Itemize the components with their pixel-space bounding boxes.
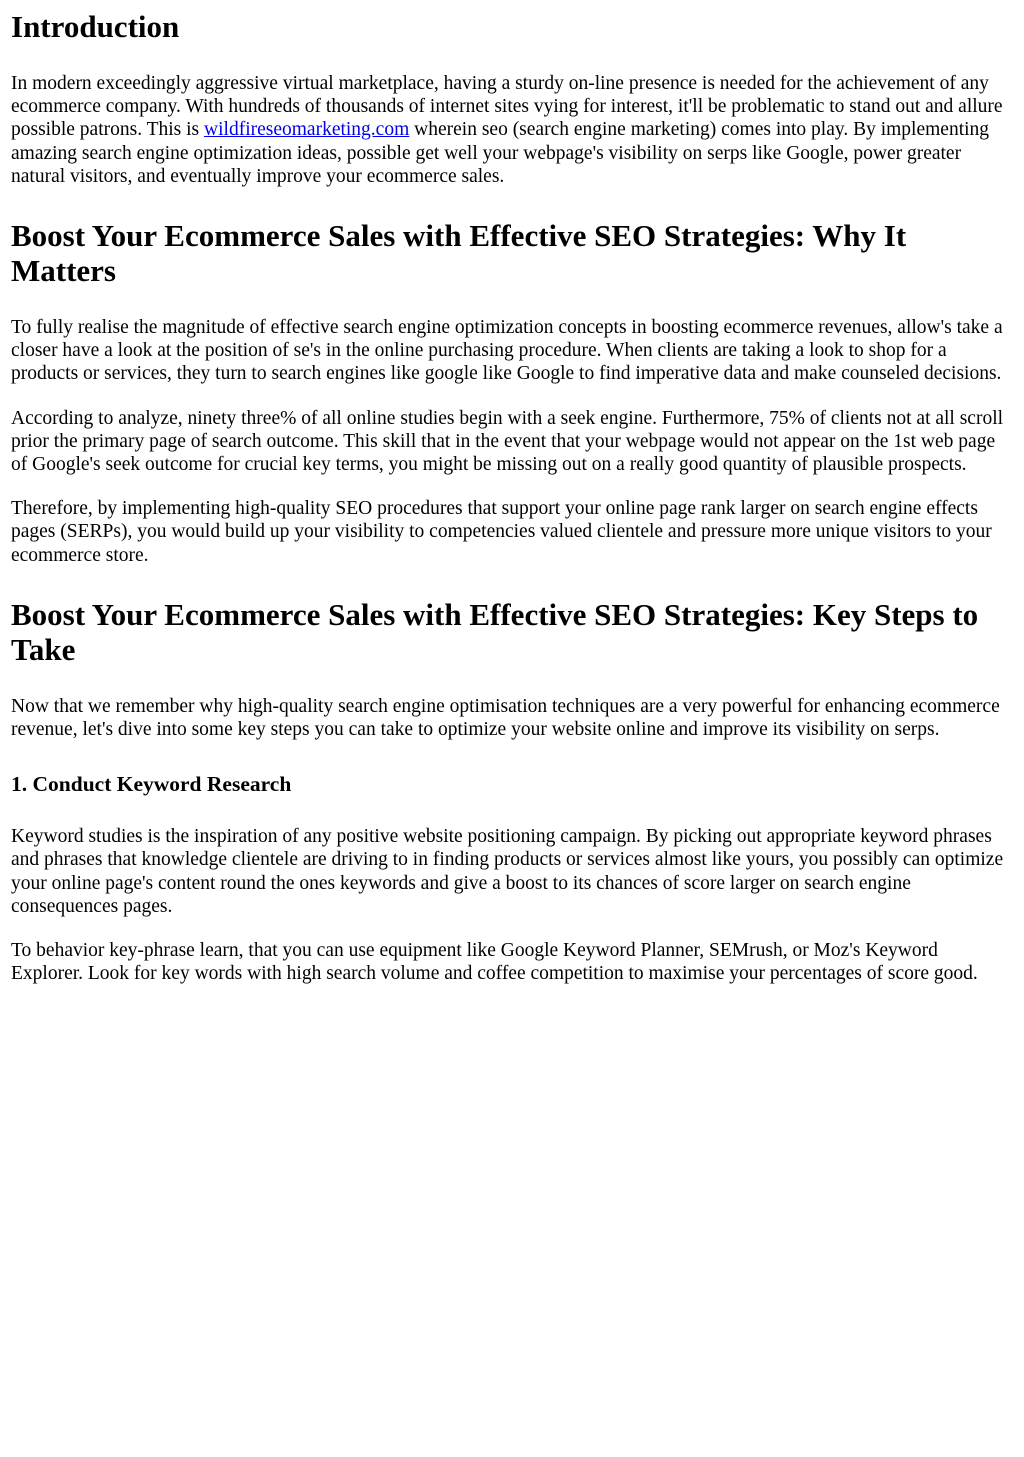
wildfire-seo-link[interactable]: wildfireseomarketing.com [204,119,410,141]
section2-paragraph-1: Now that we remember why high-quality search engine optimisation techniques are a very powerful for enhancing ecommerce revenue, let's dive into some key steps you can take to optimize your website online and improve its visibility on serps. [11,695,1000,741]
intro-text-before-link: In modern exceedingly aggressive virtual marketplace, having a sturdy on-line presence is needed for the achievement of any ecommerce company. With hundreds of thousands of internet sites vying for interest, it'll be problematic to stand out and allure possible patrons. This is [11,73,1003,141]
step1-paragraph-2: To behavior key-phrase learn, that you can use equipment like Google Keyword Planner, SEMrush, or Moz's Keyword Explorer. Look for key words with high search volume and coffee competition to maximise your percentages of score good. [11,940,978,985]
step1-heading: 1. Conduct Keyword Research [11,772,292,797]
section1-paragraph-3: Therefore, by implementing high-quality SEO procedures that support your online page rank larger on search engine effects pages (SERPs), you would build up your visibility to competencies valued clientele and pressure more unique visitors to your ecommerce store. [11,498,992,566]
intro-heading: Introduction [11,9,180,44]
section-heading-key-steps: Boost Your Ecommerce Sales with Effective SEO Strategies: Key Steps to Take [11,596,979,667]
intro-paragraph [11,72,1014,188]
article [0,9,1024,985]
section1-paragraph-1: To fully realise the magnitude of effective search engine optimization concepts in boosting ecommerce revenues, allow's take a closer have a look at the position of se's in the online purchasing procedure. When clients are taking a look to shop for a products or services, they turn to search engines like google like Google to find imperative data and make counseled decisions. [11,317,1003,385]
section-heading-why-it-matters: Boost Your Ecommerce Sales with Effective SEO Strategies: Why It Matters [11,218,907,289]
step1-paragraph-1: Keyword studies is the inspiration of any positive website positioning campaign. By picking out appropriate keyword phrases and phrases that knowledge clientele are driving to in finding products or services almost like yours, you possibly can optimize your online page's content round the ones keywords and give a boost to its chances of score larger on search engine consequences pages. [11,826,1004,917]
intro-text-after-link: wherein seo (search engine marketing) comes into play. By implementing amazing search engine optimization ideas, possible get well your webpage's visibility on serps like Google, power greater natural visitors, and eventually improve your ecommerce sales. [11,119,990,187]
section1-paragraph-2: According to analyze, ninety three% of all online studies begin with a seek engine. Furthermore, 75% of clients not at all scroll prior the primary page of search outcome. This skill that in the event that your webpage would not appear on the 1st web page of Google's seek outcome for crucial key terms, you might be missing out on a really good quantity of plausible prospects. [11,407,1004,476]
